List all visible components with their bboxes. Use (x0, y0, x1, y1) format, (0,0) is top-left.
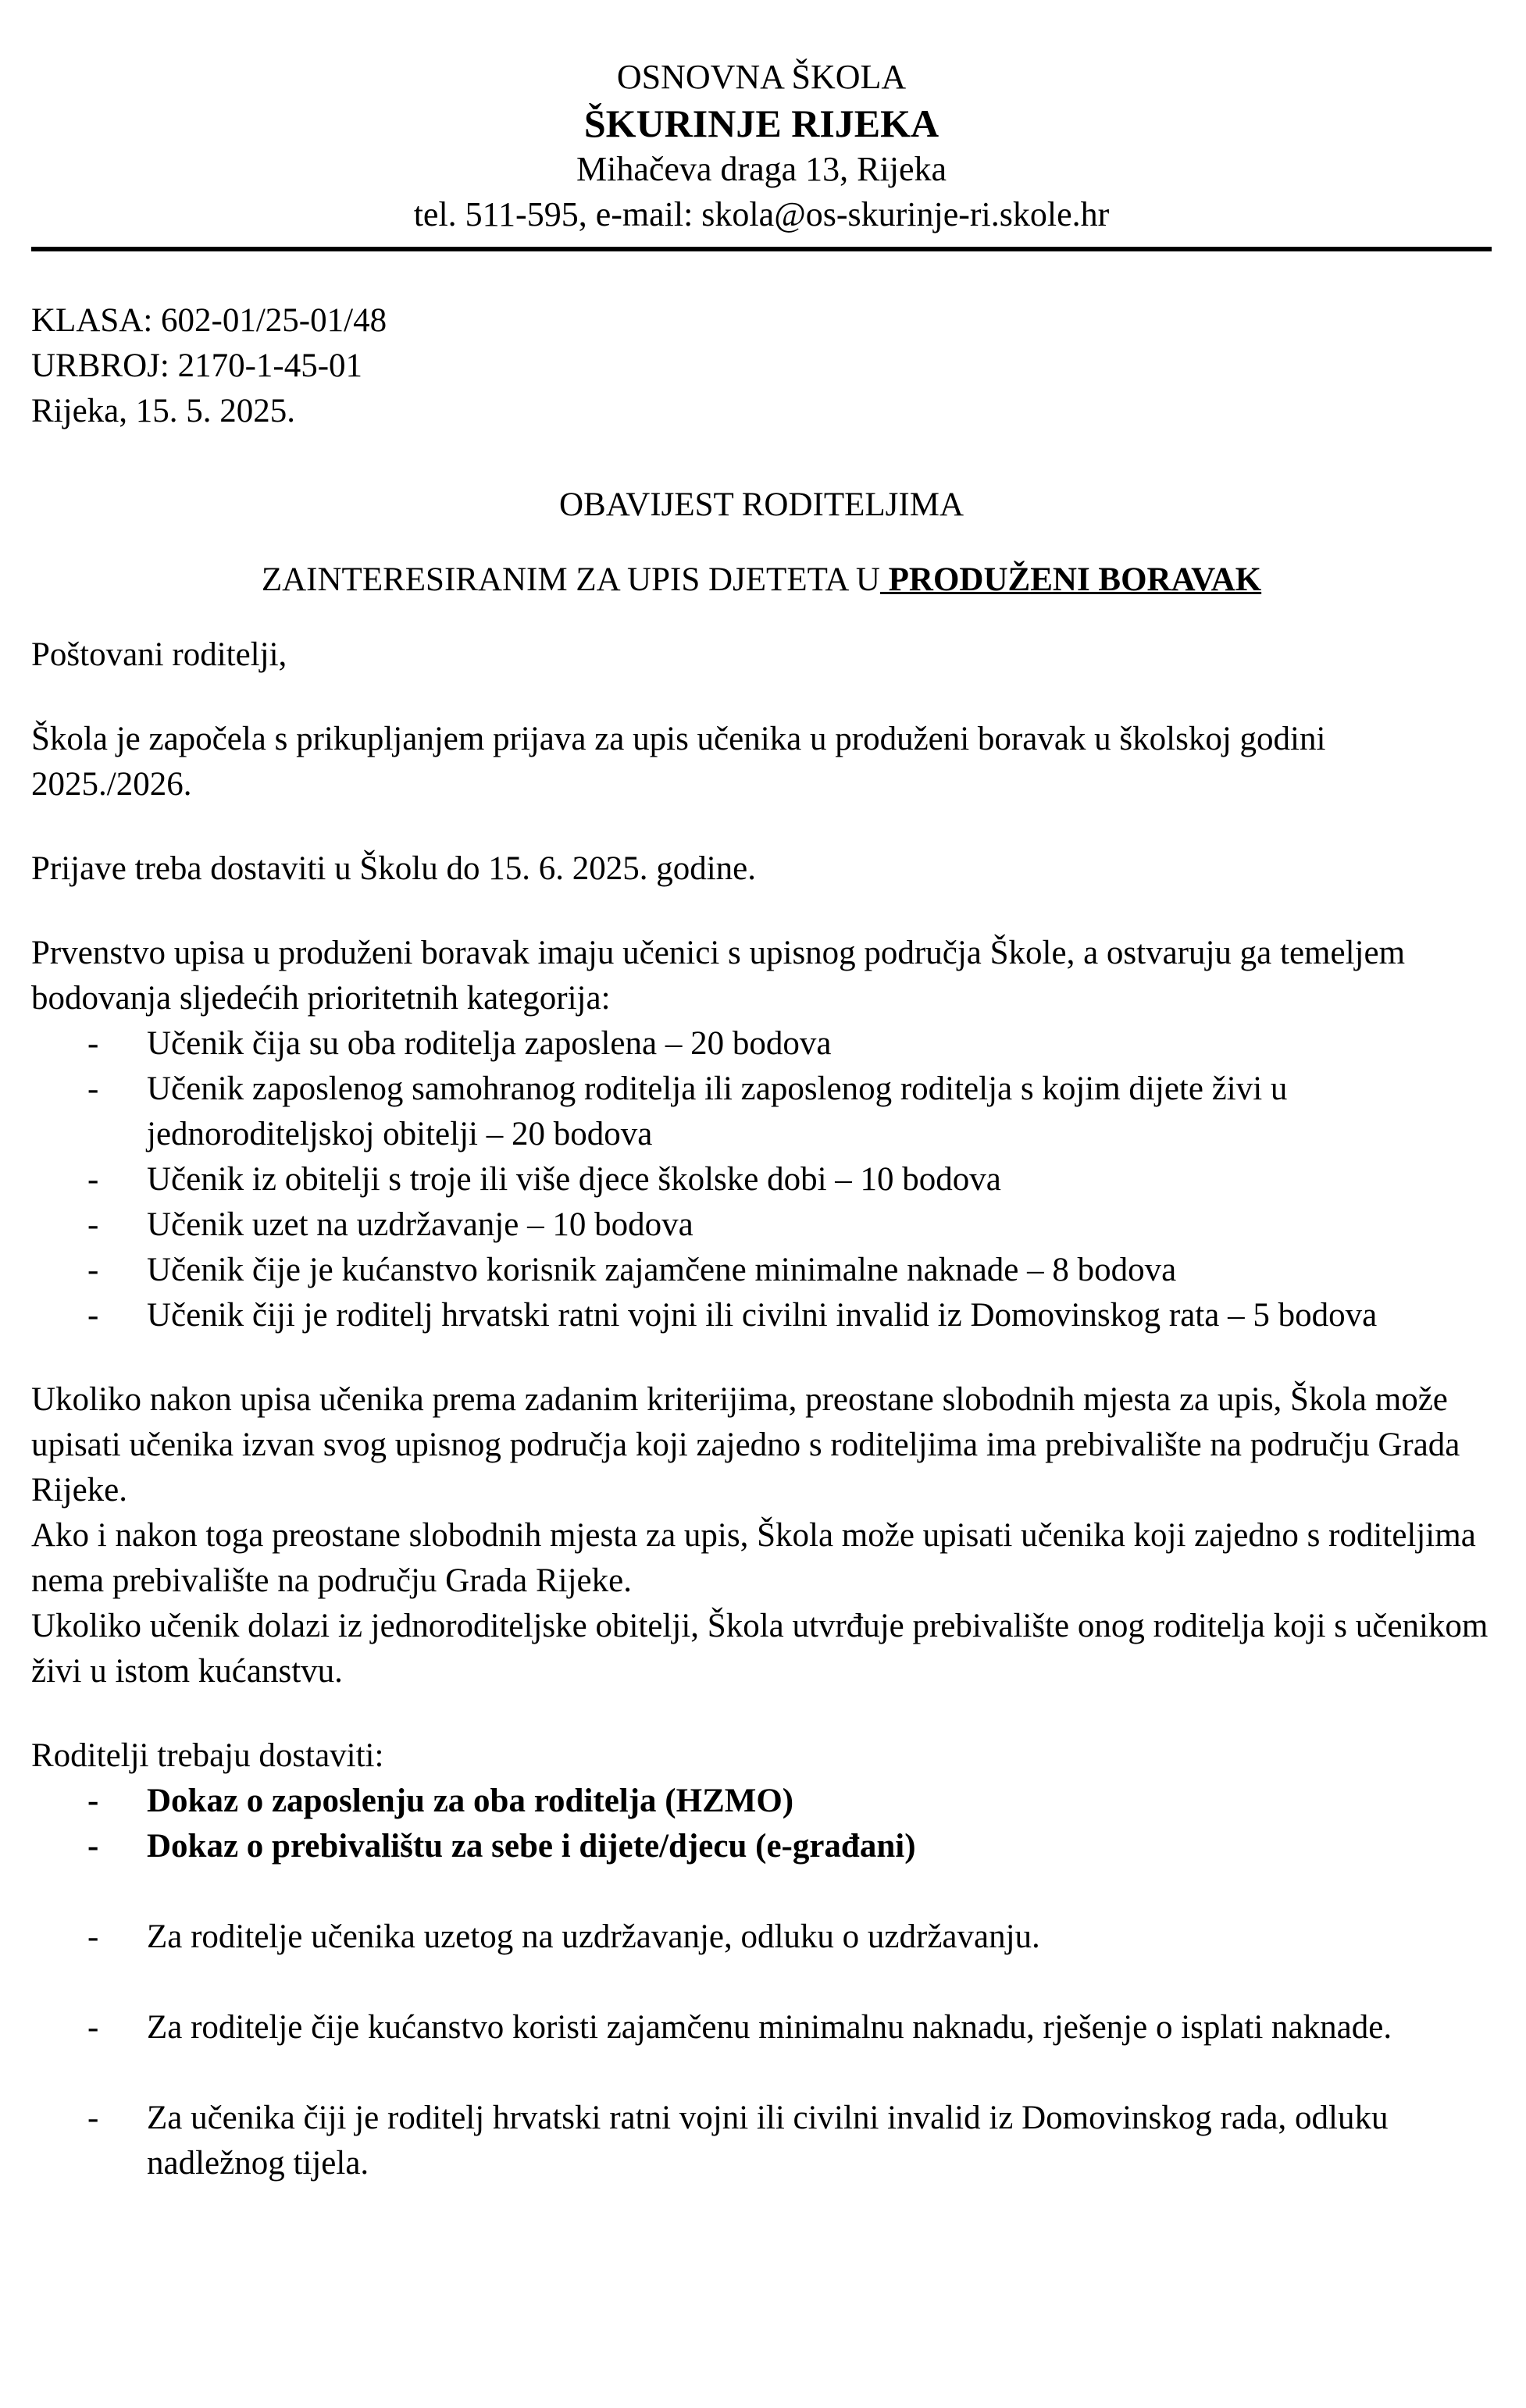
priority-intro: Prvenstvo upisa u produženi boravak imaju učenici s upisnog područja Škole, a ostvaruju ga temeljem bodovanja sljedećih prioritetnih kategorija: (31, 935, 1406, 1017)
greeting: Poštovani roditelji, (31, 636, 287, 673)
dash-bullet: - (87, 1828, 99, 1865)
dash-bullet: - (87, 1025, 99, 1062)
list-item: - Za roditelje čije kućanstvo koristi zajamčenu minimalnu naknadu, rješenje o isplati naknade. (31, 2005, 1492, 2050)
dash-bullet: - (87, 2009, 99, 2046)
list-item: - Učenik uzet na uzdržavanje – 10 bodova (31, 1202, 1492, 1248)
school-contact: tel. 511-595, e-mail: skola@os-skurinje-ri.skole.hr (413, 195, 1110, 233)
list-item: - Učenik čija su oba roditelja zaposlena – 20 bodova (31, 1021, 1492, 1067)
dash-bullet: - (87, 1783, 99, 1819)
required-documents-list (31, 1779, 1492, 1869)
document-page (31, 55, 1492, 2186)
documents-intro: Roditelji trebaju dostaviti: (31, 1737, 384, 1774)
deadline-paragraph: Prijave treba dostaviti u Školu do 15. 6. 2025. godine. (31, 850, 756, 887)
list-item: - Dokaz o prebivalištu za sebe i dijete/djecu (e-građani) (31, 1824, 1492, 1869)
list-item: - Učenik čiji je roditelj hrvatski ratni vojni ili civilni invalid iz Domovinskog rata – 5 bodova (31, 1293, 1492, 1338)
place-date: Rijeka, 15. 5. 2025. (31, 393, 295, 429)
dash-bullet: - (87, 1252, 99, 1288)
school-type: OSNOVNA ŠKOLA (616, 58, 907, 96)
subtitle-prefix: ZAINTERESIRANIM ZA UPIS DJETETA U (261, 561, 880, 598)
dash-bullet: - (87, 1206, 99, 1243)
notice-subtitle (31, 557, 1492, 603)
conditional-documents-list (31, 1915, 1492, 2186)
extra-paragraph-1: Ukoliko nakon upisa učenika prema zadanim kriterijima, preostane slobodnih mjesta za upis, Škola može upisati učenika izvan svog upisnog područja koji zajedno s roditeljima ima prebivalište na području Grada Rijeke. (31, 1381, 1460, 1509)
extra-paragraph-2: Ako i nakon toga preostane slobodnih mjesta za upis, Škola može upisati učenika koji zajedno s roditeljima nema prebivalište na području Grada Rijeke. (31, 1517, 1476, 1599)
klasa: KLASA: 602-01/25-01/48 (31, 302, 387, 339)
dash-bullet: - (87, 1070, 99, 1107)
list-item: - Za učenika čiji je roditelj hrvatski ratni vojni ili civilni invalid iz Domovinskog rada, odluku nadležnog tijela. (31, 2096, 1492, 2186)
dash-bullet: - (87, 1161, 99, 1198)
list-item: - Učenik zaposlenog samohranog roditelja ili zaposlenog roditelja s kojim dijete živi u jednoroditeljskoj obitelji – 20 bodova (31, 1067, 1492, 1157)
dash-bullet: - (87, 1297, 99, 1334)
extra-paragraph-3: Ukoliko učenik dolazi iz jednoroditeljske obitelji, Škola utvrđuje prebivalište onog roditelja koji s učenikom živi u istom kućanstvu. (31, 1608, 1489, 1690)
list-item: - Za roditelje učenika uzetog na uzdržavanje, odluku o uzdržavanju. (31, 1915, 1492, 1960)
priority-list (31, 1021, 1492, 1338)
letterhead (31, 55, 1492, 237)
list-item: - Dokaz o zaposlenju za oba roditelja (HZMO) (31, 1779, 1492, 1824)
school-name: ŠKURINJE RIJEKA (583, 102, 939, 145)
urbroj: URBROJ: 2170-1-45-01 (31, 347, 363, 384)
dash-bullet: - (87, 2100, 99, 2136)
subtitle-emphasis: PRODUŽENI BORAVAK (879, 561, 1262, 598)
header-divider (31, 247, 1492, 251)
list-item: - Učenik čije je kućanstvo korisnik zajamčene minimalne naknade – 8 bodova (31, 1248, 1492, 1293)
notice-title: OBAVIJEST RODITELJIMA (558, 486, 964, 523)
document-meta (31, 298, 1492, 434)
dash-bullet: - (87, 1918, 99, 1955)
intro-paragraph: Škola je započela s prikupljanjem prijava za upis učenika u produženi boravak u školskoj godini 2025./2026. (31, 721, 1326, 803)
list-item: - Učenik iz obitelji s troje ili više djece školske dobi – 10 bodova (31, 1157, 1492, 1202)
school-address: Mihačeva draga 13, Rijeka (576, 150, 947, 188)
